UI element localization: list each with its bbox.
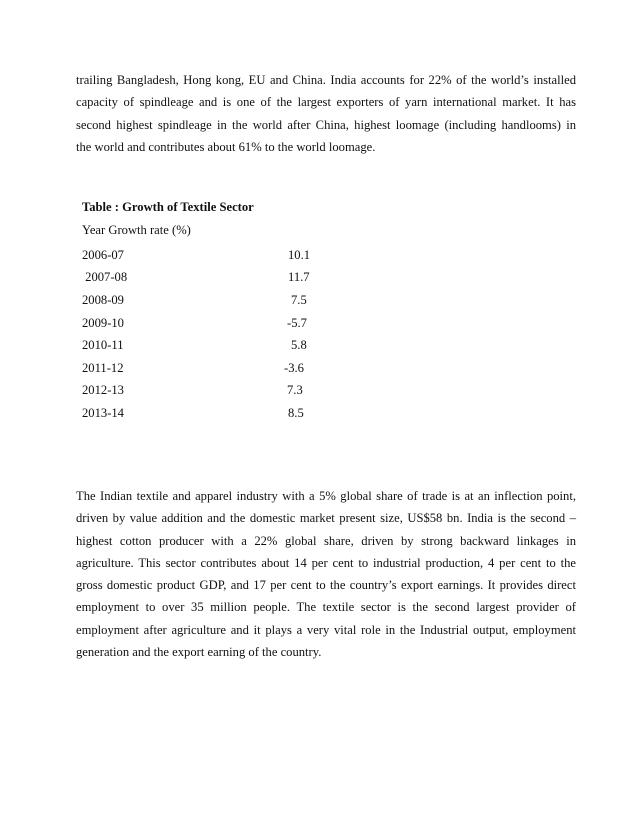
table-row: [82, 316, 342, 336]
paragraph-line: The Indian textile and apparel industry with a 5% global share of trade is at an inflection point,: [76, 489, 576, 503]
table-rate: 7.5: [291, 293, 307, 307]
table-year: 2009-10: [82, 316, 124, 330]
table-row: [82, 293, 342, 313]
paragraph-line: capacity of spindleage and is one of the largest exporters of yarn international market. It has: [76, 95, 576, 110]
paragraph-line: agriculture. This sector contributes about 14 per cent to industrial production, 4 per cent to the: [76, 555, 576, 570]
paragraph-line: gross domestic product GDP, and 17 per cent to the country’s export earnings. It provides direct: [76, 578, 576, 593]
paragraph-line: second highest spindleage in the world after China, highest loomage (including handlooms) in: [76, 117, 576, 132]
table-rate: -5.7: [287, 316, 307, 330]
table-rate: -3.6: [284, 361, 304, 375]
table-rate: 7.3: [287, 383, 303, 397]
table-row: [82, 338, 342, 358]
table-title: Table : Growth of Textile Sector: [82, 200, 254, 214]
table-row: [82, 270, 342, 290]
paragraph-line: the world and contributes about 61% to the world loomage.: [76, 139, 376, 154]
table-year: 2010-11: [82, 338, 124, 352]
table-header: Year Growth rate (%): [82, 223, 191, 237]
table-row: [82, 383, 342, 403]
table-rate: 11.7: [288, 270, 310, 284]
paragraph-line: driven by value addition and the domestic market present size, US$58 bn. India is the second –: [76, 511, 576, 526]
paragraph-line: employment after agriculture and it plays a very vital role in the Industrial output, employment: [76, 622, 576, 637]
table-rate: 10.1: [288, 248, 311, 262]
table-year: 2013-14: [82, 406, 124, 420]
table-row: [82, 406, 342, 426]
table-rate: 5.8: [291, 338, 307, 352]
table-year: 2006-07: [82, 248, 124, 262]
paragraph-bottom: [76, 485, 576, 663]
table-row: [82, 248, 342, 268]
paragraph-line: highest cotton producer with a 22% global share, driven by strong backward linkages in: [76, 533, 576, 548]
paragraph-line: generation and the export earning of the country.: [76, 645, 322, 660]
table-rate: 8.5: [288, 406, 304, 420]
paragraph-line: trailing Bangladesh, Hong kong, EU and China. India accounts for 22% of the world’s installed: [76, 73, 576, 87]
table-year: 2007-08: [82, 270, 128, 284]
paragraph-line: employment to over 35 million people. The textile sector is the second largest provider of: [76, 600, 576, 615]
paragraph-top: [76, 69, 576, 158]
table-year: 2008-09: [82, 293, 124, 307]
table-row: [82, 361, 342, 381]
table-year: 2011-12: [82, 361, 124, 375]
table-year: 2012-13: [82, 383, 124, 397]
